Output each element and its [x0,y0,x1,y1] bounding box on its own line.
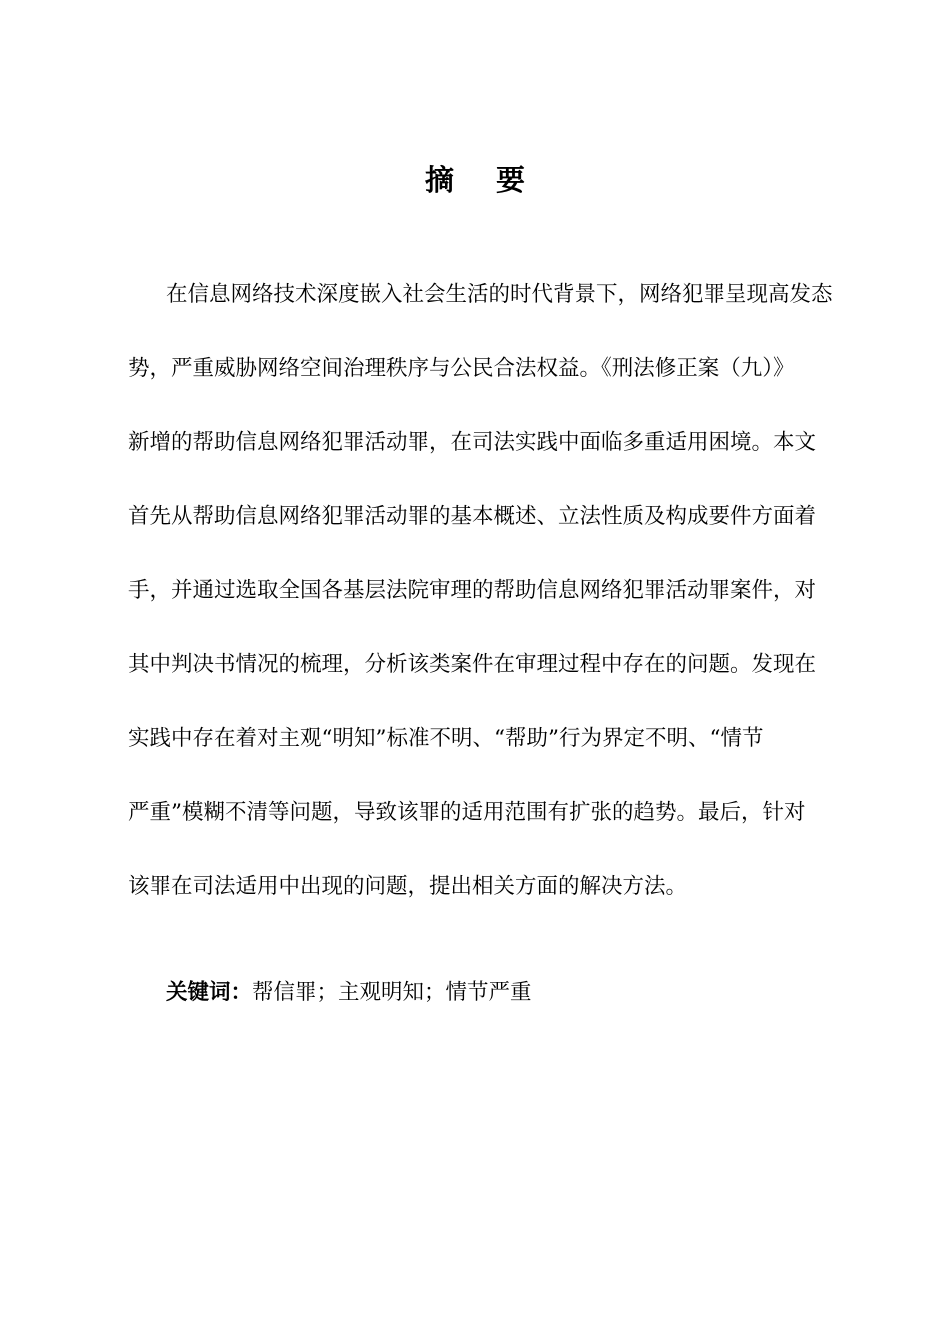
abstract-line: 新增的帮助信息网络犯罪活动罪，在司法实践中面临多重适用困境。本文 [128,430,817,455]
keywords-value: 帮信罪；主观明知；情节严重 [252,980,532,1005]
abstract-line: 其中判决书情况的梳理，分析该类案件在审理过程中存在的问题。发现在 [128,652,817,677]
keywords-line [166,978,532,1008]
abstract-title [0,160,950,200]
abstract-line: 该罪在司法适用中出现的问题，提出相关方面的解决方法。 [128,874,688,899]
abstract-title-char-1: 摘 [424,163,454,197]
abstract-line: 严重”模糊不清等问题，导致该罪的适用范围有扩张的趋势。最后，针对 [128,800,806,825]
abstract-line: 势，严重威胁网络空间治理秩序与公民合法权益。《刑法修正案（九）》 [128,356,795,381]
abstract-line: 手，并通过选取全国各基层法院审理的帮助信息网络犯罪活动罪案件，对 [128,578,817,603]
abstract-title-char-2: 要 [496,163,526,197]
keywords-label: 关键词： [166,980,253,1005]
abstract-line: 首先从帮助信息网络犯罪活动罪的基本概述、立法性质及构成要件方面着 [128,504,817,529]
abstract-line: 在信息网络技术深度嵌入社会生活的时代背景下，网络犯罪呈现高发态 [166,282,833,307]
abstract-line: 实践中存在着对主观“明知”标准不明、“帮助”行为界定不明、“情节 [128,726,764,751]
